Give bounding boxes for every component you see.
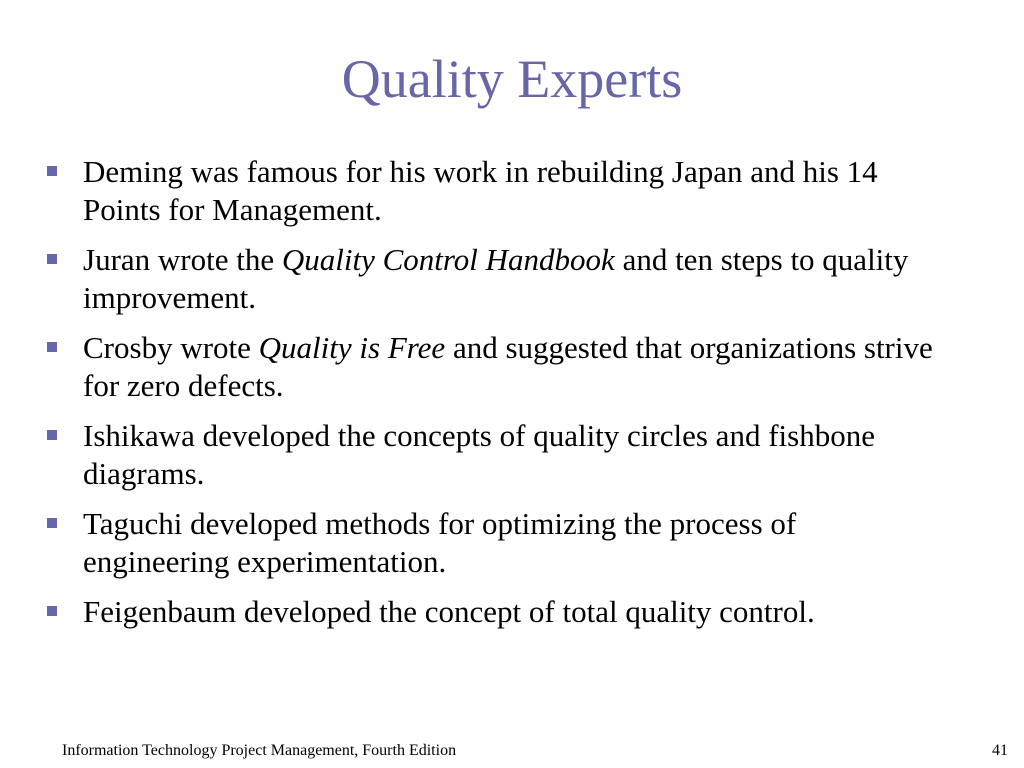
page-number: 41 — [992, 742, 1008, 759]
square-bullet-icon — [47, 430, 57, 440]
square-bullet-icon — [47, 342, 57, 352]
square-bullet-icon — [47, 606, 57, 616]
square-bullet-icon — [47, 254, 57, 264]
book-title: Quality is Free — [258, 330, 446, 365]
bullet-text: Ishikawa developed the concepts of quality circles and fishbone diagrams. — [83, 418, 875, 491]
square-bullet-icon — [47, 166, 57, 176]
bullet-item — [44, 241, 944, 317]
bullet-item — [44, 417, 944, 493]
bullet-item — [44, 593, 944, 631]
footer-source: Information Technology Project Management, Fourth Edition — [62, 742, 457, 759]
bullet-text: Feigenbaum developed the concept of total quality control. — [83, 594, 815, 629]
bullet-text-after: and suggested that organizations strive for zero defects. — [83, 330, 933, 403]
bullet-text: Deming was famous for his work in rebuilding Japan and his 14 Points for Management. — [83, 154, 878, 227]
square-bullet-icon — [47, 518, 57, 528]
bullet-item — [44, 505, 944, 581]
bullet-text-before: Crosby wrote — [83, 330, 259, 365]
bullet-text: Taguchi developed methods for optimizing the process of engineering experimentation. — [83, 506, 797, 579]
bullet-text-before: Juran wrote the — [83, 242, 282, 277]
bullet-text-after: and ten steps to quality improvement. — [83, 242, 909, 315]
book-title: Quality Control Handbook — [281, 242, 615, 277]
bullet-item — [44, 329, 944, 405]
slide-title: Quality Experts — [341, 49, 683, 109]
bullet-item — [44, 153, 944, 229]
bullet-list — [44, 153, 944, 643]
